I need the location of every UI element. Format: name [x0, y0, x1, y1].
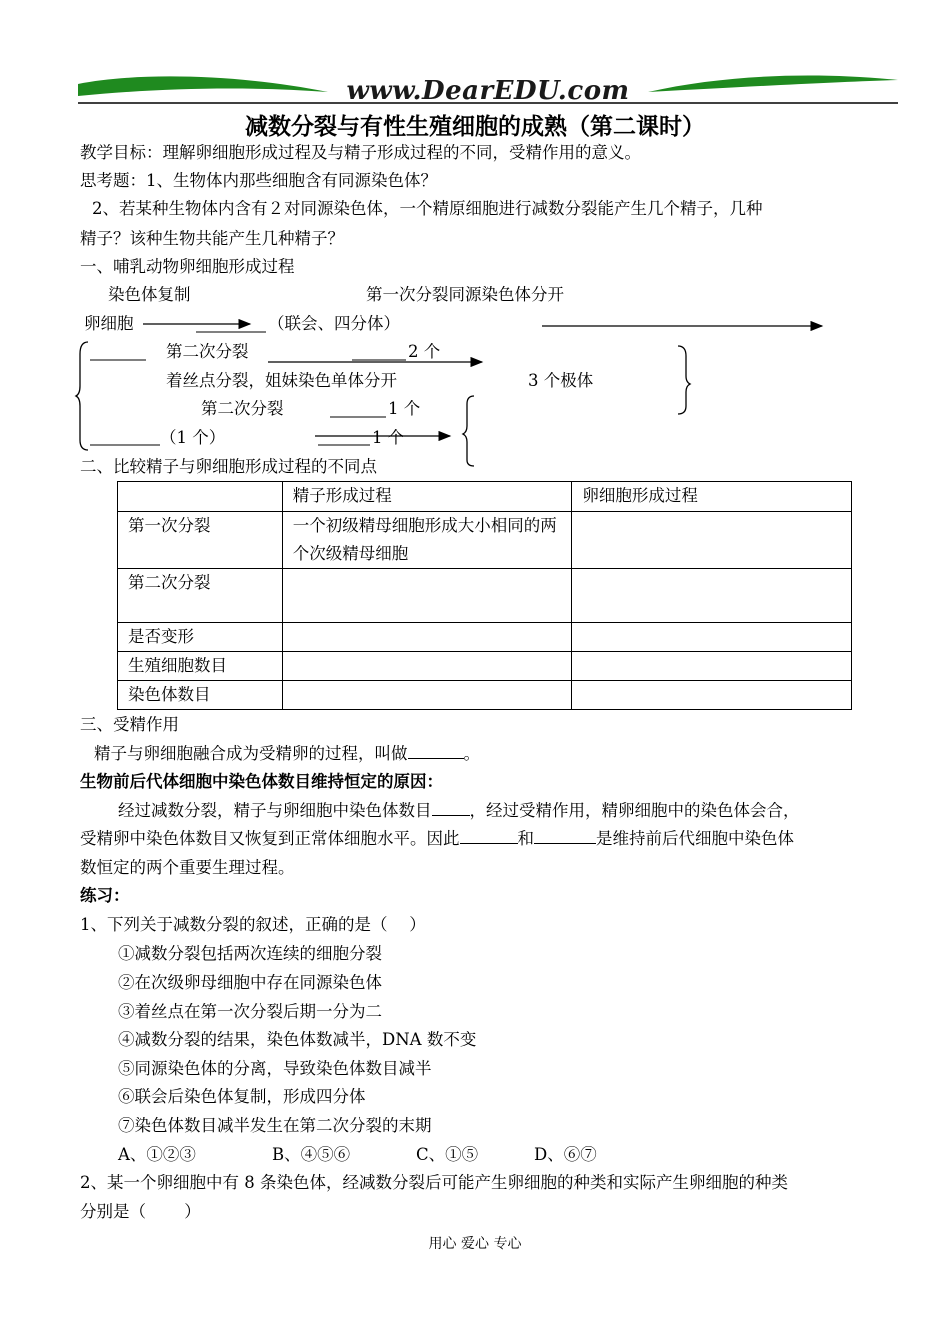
comparison-table — [117, 481, 852, 710]
think-question-1: 思考题：1、生物体内那些细胞含有同源染色体？ — [80, 171, 437, 190]
table-row — [118, 652, 852, 681]
q1-option-d: D、⑥⑦ — [534, 1145, 597, 1164]
table-row — [118, 569, 852, 623]
section2-heading: 二、比较精子与卵细胞形成过程的不同点 — [80, 457, 377, 476]
right-brace — [678, 346, 690, 414]
reason-text: 是维持前后代细胞中染色体 — [596, 829, 794, 848]
q1-item: ④减数分裂的结果，染色体数减半，DNA 数不变 — [118, 1030, 477, 1049]
q1-item: ⑤同源染色体的分离，导致染色体数目减半 — [118, 1059, 432, 1078]
table-cell: 第一次分裂 — [118, 512, 283, 569]
q1-item: ⑥联会后染色体复制，形成四分体 — [118, 1087, 366, 1106]
label-centromere: 着丝点分裂，姐妹染色单体分开 — [166, 371, 397, 390]
section1-heading: 一、哺乳动物卵细胞形成过程 — [80, 257, 295, 276]
table-row — [118, 512, 852, 569]
reason-line-3: 数恒定的两个重要生理过程。 — [80, 858, 295, 877]
table-cell: 染色体数目 — [118, 681, 283, 710]
table-cell — [282, 569, 572, 623]
definition-end: 。 — [463, 744, 480, 763]
table-row — [118, 623, 852, 652]
think-question-2-line1: 2、若某种生物体内含有２对同源染色体，一个精原细胞进行减数分裂能产生几个精子，几种 — [92, 199, 763, 218]
table-cell — [572, 652, 852, 681]
left-brace — [76, 342, 88, 450]
fertilization-definition — [94, 744, 480, 764]
label-polar-bodies: 3 个极体 — [528, 371, 594, 390]
label-second-division-a: 第二次分裂 — [166, 342, 249, 361]
label-second-division-b: 第二次分裂 — [201, 399, 284, 418]
page-title: 减数分裂与有性生殖细胞的成熟（第二课时） — [245, 114, 705, 140]
q1-item: ③着丝点在第一次分裂后期一分为二 — [118, 1002, 382, 1021]
label-count-1b: 1 个 — [372, 428, 405, 447]
blank-process-2 — [534, 829, 596, 844]
table-cell — [282, 623, 572, 652]
header-banner — [78, 70, 898, 110]
table-header-cell: 卵细胞形成过程 — [572, 482, 852, 512]
label-first-division: 第一次分裂同源染色体分开 — [366, 285, 564, 304]
definition-text: 精子与卵细胞融合成为受精卵的过程，叫做 — [94, 744, 408, 763]
q1-item: ①减数分裂包括两次连续的细胞分裂 — [118, 944, 382, 963]
q1-item: ②在次级卵母细胞中存在同源染色体 — [118, 973, 382, 992]
label-oocyte: 卵细胞 — [84, 314, 134, 333]
question-2-line1: 2、某一个卵细胞中有 8 条染色体，经减数分裂后可能产生卵细胞的种类和实际产生卵细胞的种类 — [80, 1173, 788, 1192]
table-cell: 一个初级精母细胞形成大小相同的两个次级精母细胞 — [282, 512, 572, 569]
table-cell — [572, 623, 852, 652]
table-header-row — [118, 482, 852, 512]
label-count-1a: 1 个 — [388, 399, 421, 418]
reason-text: 经过减数分裂，精子与卵细胞中染色体数目 — [118, 801, 432, 820]
reason-text: 受精卵中染色体数目又恢复到正常体细胞水平。因此 — [80, 829, 460, 848]
table-cell — [282, 681, 572, 710]
table-header-cell: 精子形成过程 — [282, 482, 572, 512]
teaching-objective: 教学目标：理解卵细胞形成过程及与精子形成过程的不同，受精作用的意义。 — [80, 143, 641, 162]
table-row — [118, 681, 852, 710]
table-cell — [572, 681, 852, 710]
q1-option-c: C、①⑤ — [416, 1145, 479, 1164]
reason-text: 和 — [517, 829, 534, 848]
reason-text: ，经过受精作用，精卵细胞中的染色体会合， — [469, 801, 800, 820]
label-synapsis: （联会、四分体） — [268, 314, 400, 333]
blank-process-1 — [460, 829, 518, 844]
blank-halved — [432, 801, 470, 816]
table-cell — [572, 569, 852, 623]
reason-heading: 生物前后代体细胞中染色体数目维持恒定的原因： — [80, 772, 443, 791]
logo-text: www.DearEDU.com — [346, 76, 630, 106]
reason-line-2 — [80, 829, 794, 849]
label-replication: 染色体复制 — [108, 285, 191, 304]
footer-text: 用心 爱心 专心 — [428, 1236, 522, 1252]
table-cell: 第二次分裂 — [118, 569, 283, 623]
label-count-2: 2 个 — [408, 342, 441, 361]
table-cell — [572, 512, 852, 569]
question-2-line2: 分别是（ ） — [80, 1202, 201, 1221]
question-1: 1、下列关于减数分裂的叙述，正确的是（ ） — [80, 915, 426, 934]
q1-option-b: B、④⑤⑥ — [272, 1145, 351, 1164]
table-cell — [282, 652, 572, 681]
exercises-heading: 练习： — [80, 886, 130, 905]
q1-item: ⑦染色体数目减半发生在第二次分裂的末期 — [118, 1116, 432, 1135]
small-brace — [463, 396, 474, 466]
blank-fertilization — [408, 744, 464, 759]
table-cell: 生殖细胞数目 — [118, 652, 283, 681]
table-header-cell — [118, 482, 283, 512]
section3-heading: 三、受精作用 — [80, 715, 179, 734]
q1-option-a: A、①②③ — [118, 1145, 196, 1164]
reason-line-1 — [118, 801, 800, 821]
think-question-2-line2: 精子？该种生物共能产生几种精子？ — [80, 229, 344, 248]
table-cell: 是否变形 — [118, 623, 283, 652]
label-one: （1 个） — [160, 428, 226, 447]
